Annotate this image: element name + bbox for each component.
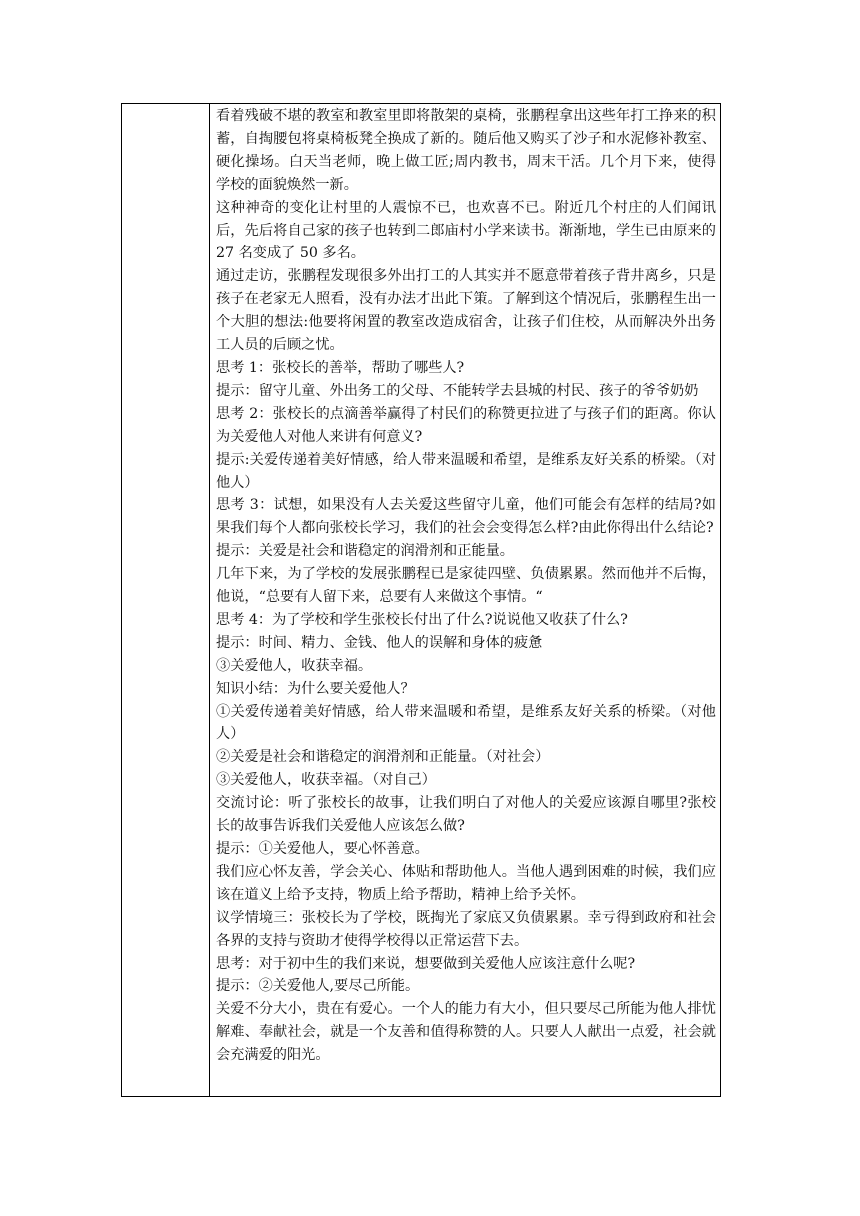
discussion-explanation-1: 我们应心怀友善，学会关心、体贴和帮助他人。当他人遇到困难的时候，我们应该在道义上给予支持，物质上给予帮助，精神上给予关怀。: [216, 863, 716, 903]
hint-3: 提示：关爱是社会和谐稳定的润滑剂和正能量。: [216, 543, 514, 560]
summary-point-1: ①关爱传递着美好情感，给人带来温暖和希望，是维系友好关系的桥梁。（对他人）: [216, 703, 716, 743]
question-2: 思考 2：张校长的点滴善举赢得了村民们的称赞更拉进了与孩子们的距离。你认为关爱他人对他人来讲有何意义?: [216, 405, 716, 445]
paragraph-story-enrollment: 这种神奇的变化让村里的人震惊不已，也欢喜不已。附近几个村庄的人们闻讯后，先后将自己家的孩子也转到二郎庙村小学来读书。渐渐地，学生已由原来的 27 名变成了 50 多名。: [216, 199, 716, 262]
question-5: 思考：对于初中生的我们来说，想要做到关爱他人应该注意什么呢?: [216, 955, 636, 972]
paragraph-story-renovation: 看着残破不堪的教室和教室里即将散架的桌椅，张鹏程拿出这些年打工挣来的积蓄，自掏腰包将桌椅板凳全换成了新的。随后他又购买了沙子和水泥修补教室、硬化操场。白天当老师，晚上做工匠;周内教书，周末干活。几个月下来，使得学校的面貌焕然一新。: [216, 108, 716, 193]
question-3: 思考 3：试想，如果没有人去关爱这些留守儿童，他们可能会有怎样的结局?如果我们每个人都向张校长学习，我们的社会会变得怎么样?由此你得出什么结论?: [216, 497, 716, 537]
table-content-cell: [210, 104, 720, 1096]
hint-2: 提示:关爱传递着美好情感，给人带来温暖和希望，是维系友好关系的桥梁。（对他人）: [216, 451, 716, 491]
hint-1: 提示：留守儿童、外出务工的父母、不能转学去县城的村民、孩子的爷爷奶奶: [216, 382, 699, 399]
question-4: 思考 4：为了学校和学生张校长付出了什么?说说他又收获了什么?: [216, 611, 628, 628]
point-happiness: ③关爱他人，收获幸福。: [216, 657, 373, 674]
paragraph-story-debt: 几年下来，为了学校的发展张鹏程已是家徒四壁、负债累累。然而他并不后悔，他说，“总要有人留下来，总要有人来做这个事情。“: [216, 566, 716, 606]
discussion-explanation-2: 关爱不分大小，贵在有爱心。一个人的能力有大小，但只要尽己所能为他人排忧解难、奉献社会，就是一个友善和值得称赞的人。只要人人献出一点爱，社会就会充满爱的阳光。: [216, 1001, 716, 1064]
hint-4: 提示：时间、精力、金钱、他人的误解和身体的疲惫: [216, 634, 543, 651]
summary-heading: 知识小结：为什么要关爱他人？: [216, 680, 415, 697]
hint-5: 提示：②关爱他人,要尽己所能。: [216, 978, 420, 995]
summary-point-2: ②关爱是社会和谐稳定的润滑剂和正能量。（对社会）: [216, 749, 550, 766]
discussion-question: 交流讨论：听了张校长的故事，让我们明白了对他人的关爱应该源自哪里?张校长的故事告诉我们关爱他人应该怎么做?: [216, 795, 716, 835]
question-1: 思考 1：张校长的善举，帮助了哪些人?: [216, 359, 465, 376]
table-left-cell: [122, 104, 210, 1096]
discussion-hint-1: 提示：①关爱他人，要心怀善意。: [216, 841, 429, 857]
scenario-3: 议学情境三：张校长为了学校，既掏光了家底又负债累累。幸亏得到政府和社会各界的支持与资助才使得学校得以正常运营下去。: [216, 909, 716, 949]
paragraph-story-dormitory: 通过走访，张鹏程发现很多外出打工的人其实并不愿意带着孩子背井离乡，只是孩子在老家无人照看，没有办法才出此下策。了解到这个情况后，张鹏程生出一个大胆的想法:他要将闲置的教室改造成宿舍，让孩子们住校，从而解决外出务工人员的后顾之忧。: [216, 268, 716, 354]
lesson-table: [121, 103, 721, 1097]
summary-point-3: ③关爱他人，收获幸福。（对自己）: [216, 772, 436, 789]
